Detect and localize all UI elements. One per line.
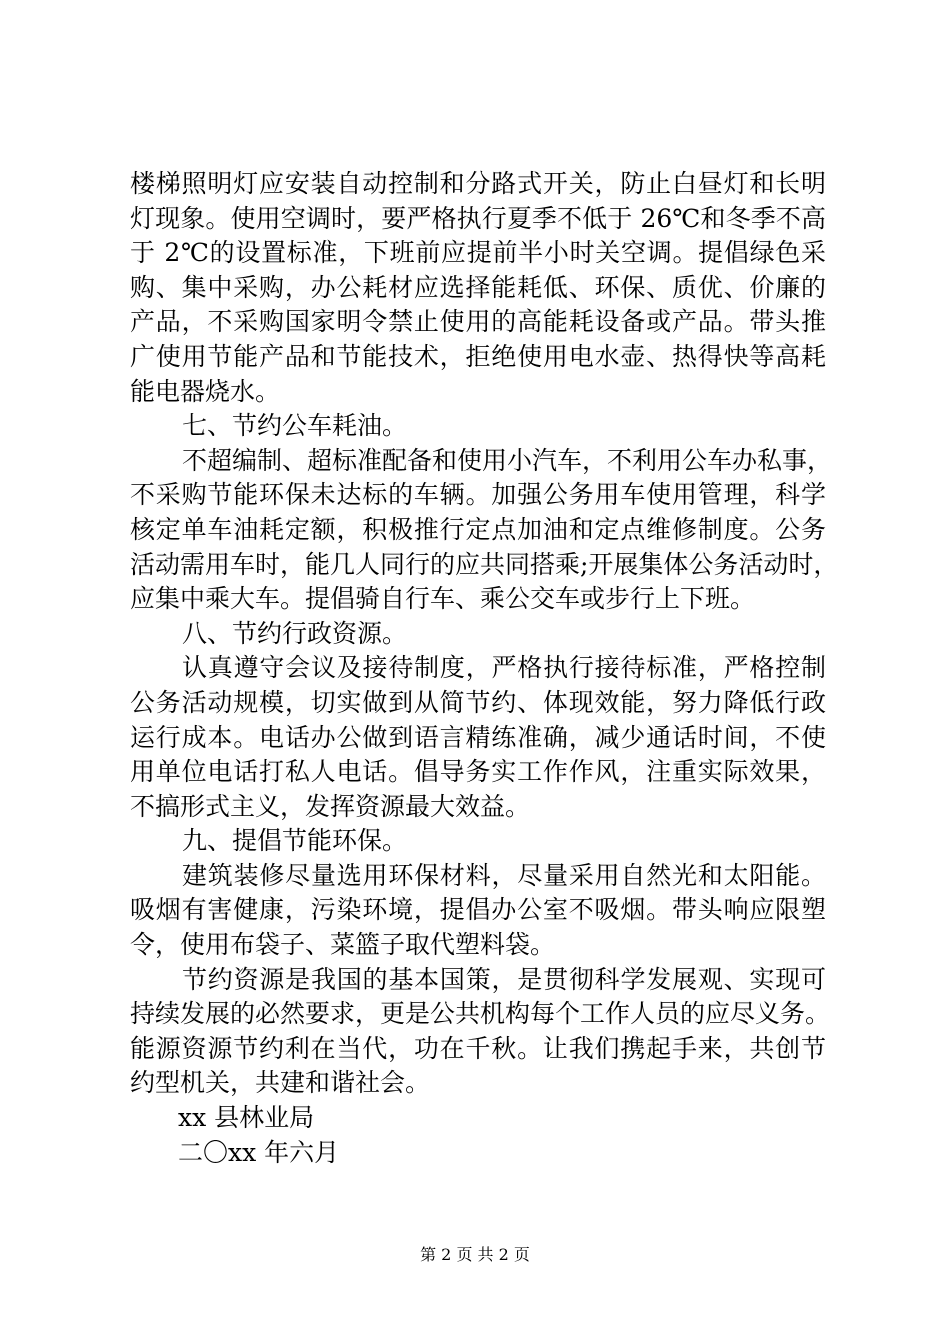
text-line: xx 县林业局	[178, 1103, 315, 1133]
text-line: 购、集中采购，办公耗材应选择能耗低、环保、质优、价廉的	[130, 272, 826, 302]
text-line: 应集中乘大车。提倡骑自行车、乘公交车或步行上下班。	[130, 584, 756, 614]
text-line: 八、节约行政资源。	[182, 618, 408, 648]
text-line: 持续发展的必然要求，更是公共机构每个工作人员的应尽义务。	[130, 999, 831, 1029]
text-line: 不超编制、超标准配备和使用小汽车，不利用公车办私事，	[182, 445, 833, 475]
text-line: 建筑装修尽量选用环保材料，尽量采用自然光和太阳能。	[182, 860, 826, 890]
text-line: 认真遵守会议及接待制度，严格执行接待标准，严格控制	[182, 653, 826, 683]
text-line: 不采购节能环保未达标的车辆。加强公务用车使用管理，科学	[130, 480, 826, 510]
text-line: 七、节约公车耗油。	[182, 411, 408, 441]
page-footer: 第 2 页 共 2 页	[420, 1245, 530, 1264]
text-line: 灯现象。使用空调时，要严格执行夏季不低于 26℃和冬季不高	[130, 203, 826, 233]
text-line: 于 2℃的设置标准，下班前应提前半小时关空调。提倡绿色采	[130, 238, 826, 268]
text-line: 运行成本。电话办公做到语言精练准确，减少通话时间，不使	[130, 722, 826, 752]
text-line: 用单位电话打私人电话。倡导务实工作作风，注重实际效果，	[130, 757, 826, 787]
text-line: 楼梯照明灯应安装自动控制和分路式开关，防止白昼灯和长明	[130, 169, 826, 198]
document-body	[130, 167, 839, 1170]
text-line: 能源资源节约利在当代，功在千秋。让我们携起手来，共创节	[130, 1033, 826, 1063]
text-line: 不搞形式主义，发挥资源最大效益。	[130, 791, 531, 821]
text-line: 九、提倡节能环保。	[182, 826, 408, 856]
text-line: 二〇xx 年六月	[178, 1137, 340, 1167]
text-line: 活动需用车时，能几人同行的应共同搭乘;开展集体公务活动时，	[130, 549, 839, 579]
text-line: 核定单车油耗定额，积极推行定点加油和定点维修制度。公务	[130, 514, 826, 544]
text-line: 公务活动规模，切实做到从简节约、体现效能，努力降低行政	[130, 687, 826, 717]
text-line: 能电器烧水。	[130, 376, 281, 406]
text-line: 产品，不采购国家明令禁止使用的高能耗设备或产品。带头推	[130, 307, 826, 337]
text-line: 吸烟有害健康，污染环境，提倡办公室不吸烟。带头响应限塑	[130, 895, 826, 925]
text-line: 节约资源是我国的基本国策，是贯彻科学发展观、实现可	[182, 964, 826, 994]
text-line: 令，使用布袋子、菜篮子取代塑料袋。	[130, 930, 556, 960]
text-line: 约型机关，共建和谐社会。	[130, 1068, 431, 1098]
text-line: 广使用节能产品和节能技术，拒绝使用电水壶、热得快等高耗	[130, 341, 826, 371]
